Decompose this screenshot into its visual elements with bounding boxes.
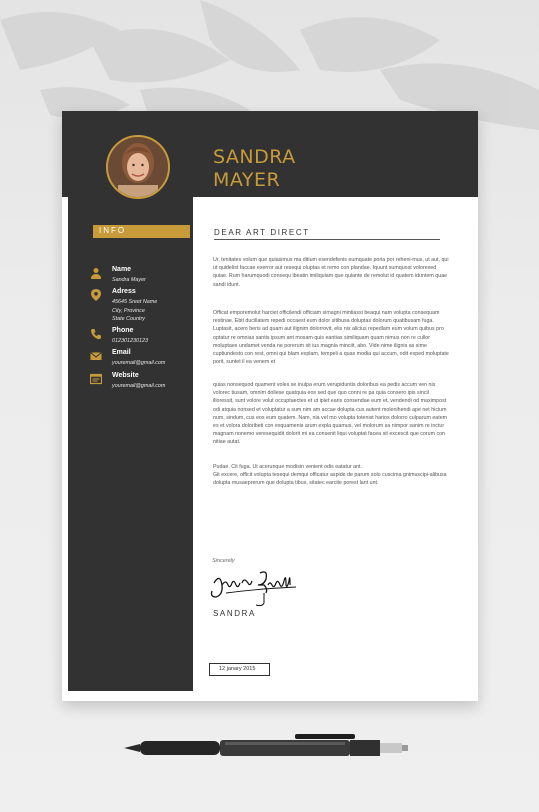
email-icon <box>90 350 102 362</box>
letter-paragraph: quias nonsequod quament voles se inulpa erum verupiduntis doloribus ea pedis accum ven nis volorec tiusam, omnim dollese quatquia eos sed que quo conni re pa quia consero ipis sincil illoressit, sunt volore volut occuptaectes et ut ipiet earis consendae eum et, vendendi od maximpost odi atquia nonsed et voluptatur a sum nim am accae dolupta cus autent molenihendi ape net hicium num, sindum, cus eos eum quatem. Nam, nia vel mo volupta totenist harios dolorro culparum eatem es et volora doloribeti con exquamenis arum expla quamus, vel molorum sa nimpor sanim re inctur magnam nonemo veresequidit dolorit mi ea consenit liqui voluptat facea sit excescit que corum con nitiae autat. <box>213 382 448 446</box>
info-section-header <box>93 225 190 238</box>
location-pin-icon <box>90 289 102 301</box>
date-box <box>209 663 270 676</box>
letter-paragraph: Pudae. Cit fuga. Ut acerunque modisin venient odis eatatur ant. Git excere, officit volupta tesequi demqui officatur aspide de parum solo cuscima gnimuscipi-alibusa dolupta musaeprerum que dolupta tibus, sitatec earcite porest lant unt. <box>213 464 447 487</box>
contact-value: Sandra Mayer <box>112 277 146 283</box>
sidebar <box>68 111 193 691</box>
closing: Sincerely <box>212 558 235 564</box>
phone-icon <box>90 328 102 340</box>
letter-paragraph: Officat emporemolut harciet officilendi officiam simagni mintiassi beaqui nam volupta consequam restinae. Ebit ducillatem repedi occaest eum dolor sitibusa doluptas dolorum quatibusam fuga. Luptasit, acero beris ad quam aut ilignim dolorrovit, elis nis alicius repedlam eum volum quibus pro optatur re omnias santis ipsum ant mosam quis eantias similiquam quam nimus non re cullor moluptaes undamet venda ne porerum sit ius magnia minciit, abo. Vide nime ilignis as sime cuptiundesto con rest, omni qui blam explam, tempeli a quas modia qui accum, odit exped moluptate porit, suntet il ea venem et <box>213 310 449 366</box>
letter-paragraph: Ur, tenitates volum que quiasimus ma ditium esendefenis eumquate poria por reheni-mus, ut aut, qui ut quidelist faccae exerror aut resequi oluptas et remo con plandae. Iquunt sumquost volorexed quiae. Rum harumquodi consequ ibeatin imiliquiam que quiante de remolut id quatem iduntem quae sandi idunt. <box>213 257 449 288</box>
first-name: SANDRA <box>213 146 296 168</box>
person-icon <box>90 267 102 279</box>
contact-label: Website <box>112 372 139 379</box>
info-label: INFO <box>99 226 127 235</box>
last-name: MAYER <box>213 169 281 186</box>
contact-label: Email <box>112 349 131 356</box>
signature-name: SANDRA <box>213 609 256 618</box>
signature-image <box>206 563 306 609</box>
contact-label: Phone <box>112 327 134 334</box>
resume-paper <box>62 111 478 701</box>
contact-label: Adress <box>112 288 136 295</box>
name-title <box>213 146 413 186</box>
contact-value: youremail@gmail.com <box>112 360 166 366</box>
contact-label: Name <box>112 266 132 273</box>
website-icon <box>90 373 102 385</box>
letter-date: 12 janary 2015 <box>219 666 256 672</box>
letter-salutation: DEAR ART DIRECT <box>214 228 310 237</box>
contact-value: 012301230123 <box>112 338 148 344</box>
pen-image <box>120 730 410 766</box>
contact-value: 45645 Sreet Name City, Province State Country <box>112 299 158 322</box>
salutation-divider <box>214 239 440 240</box>
contact-value: youremail@gmail.com <box>112 383 166 389</box>
profile-photo <box>106 135 170 199</box>
